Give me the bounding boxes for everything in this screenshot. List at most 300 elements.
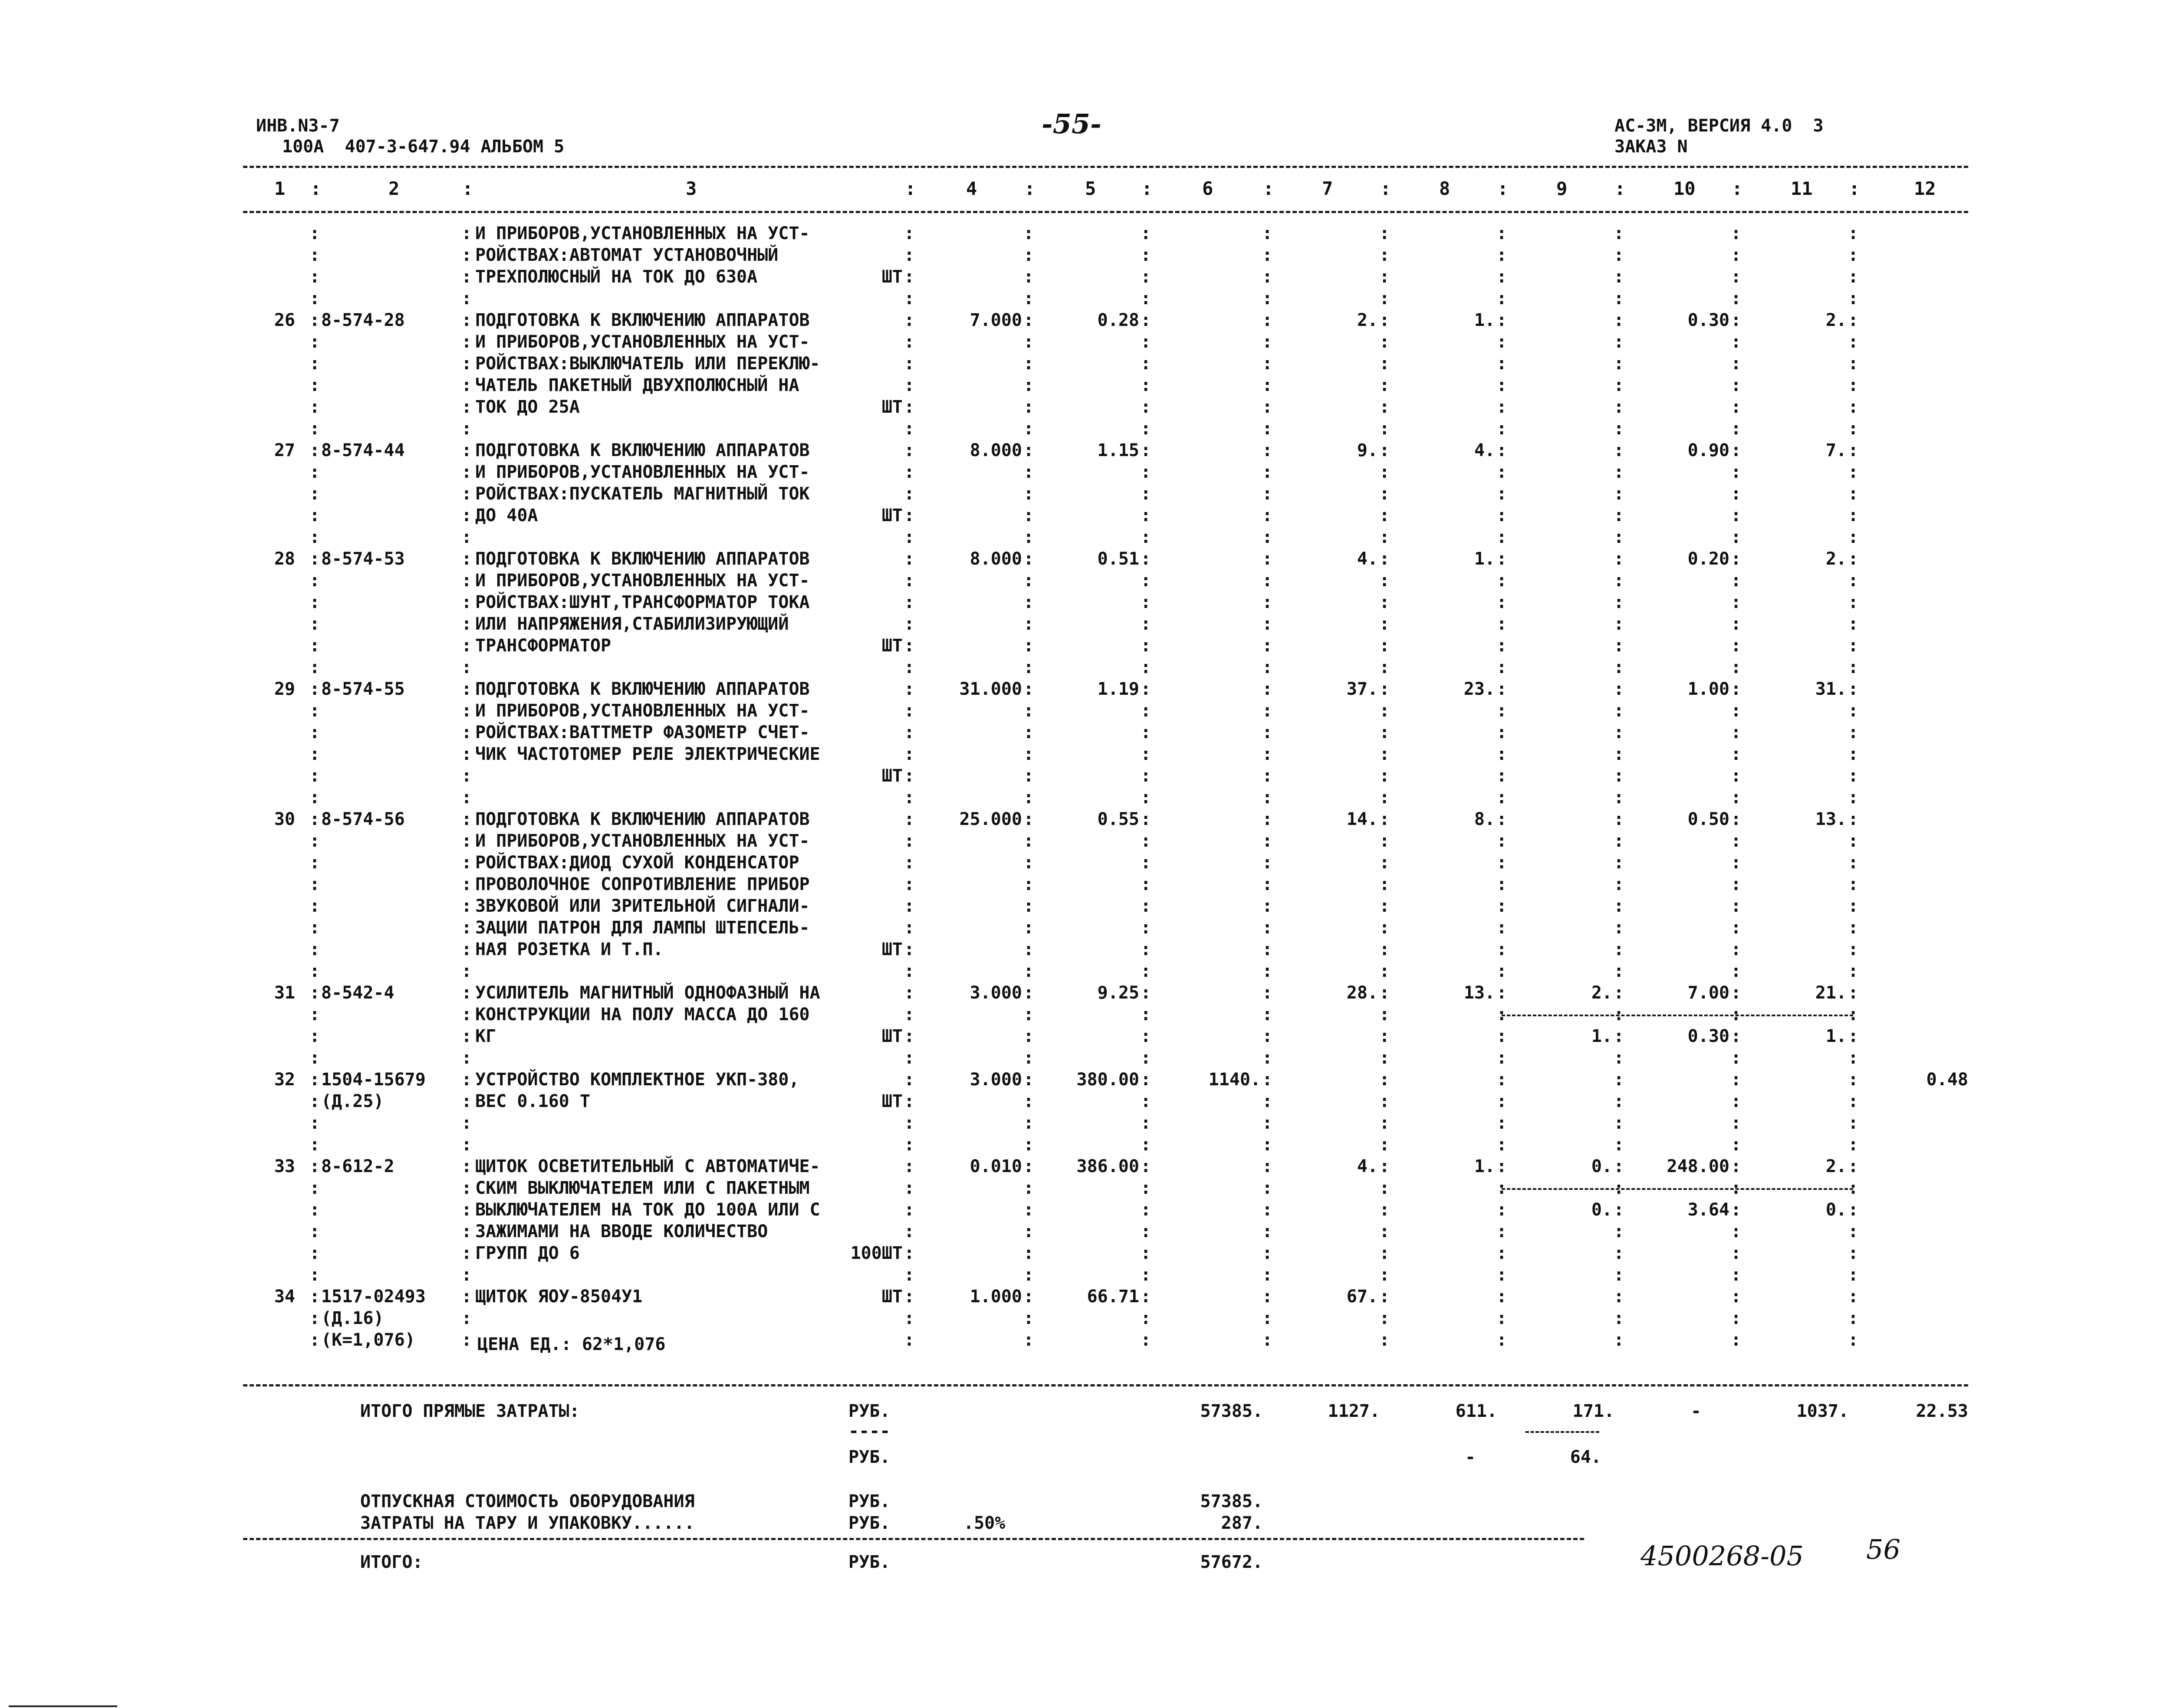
column-separator: : [1262,961,1273,981]
column-separator: : [1496,1265,1507,1285]
column-separator: : [1614,657,1624,677]
work-description: ПОДГОТОВКА К ВКЛЮЧЕНИЮ АППАРАТОВ [475,679,810,699]
column-separator: : [1731,332,1742,352]
column-separator: : [904,440,915,460]
column-separator: : [309,354,320,374]
column-separator: : [1496,419,1507,439]
rate-code: (Д.16) [321,1308,384,1328]
column-separator: : [1848,1222,1859,1242]
column-separator: : [1023,896,1034,916]
column-separator: : [904,744,915,764]
column-separator: : [461,1156,472,1176]
column-separator: : [1731,723,1742,742]
column-separator: : [461,961,472,981]
column-separator: : [1496,397,1507,417]
value-c10: 0.20 [1687,549,1729,569]
work-description: ЗАЦИИ ПАТРОН ДЛЯ ЛАМПЫ ШТЕПСЕЛЬ- [475,918,810,938]
work-description: И ПРИБОРОВ,УСТАНОВЛЕННЫХ НА УСТ- [475,462,810,482]
row-number: 27 [274,440,295,460]
header-separator: : [905,178,916,199]
column-separator: : [1848,788,1859,808]
column-separator: : [1379,809,1390,829]
work-description: УСТРОЙСТВО КОМПЛЕКТНОЕ УКП-380, [475,1070,799,1090]
column-separator: : [1848,571,1859,591]
column-separator: : [1262,1178,1273,1198]
column-separator: : [461,1222,472,1242]
column-separator: : [1614,701,1624,721]
column-separator: : [904,918,915,938]
column-separator: : [461,462,472,482]
column-separator: : [309,1048,320,1068]
column-separator: : [1379,1243,1390,1263]
column-separator: : [1614,1070,1624,1090]
sub-value-c10: 0.30 [1687,1026,1729,1046]
column-number: 2 [388,178,400,199]
column-separator: : [1379,744,1390,764]
column-separator: : [1379,549,1390,569]
column-separator: : [309,939,320,959]
column-separator: : [1496,874,1507,894]
column-separator: : [1262,1222,1273,1242]
column-separator: : [1379,527,1390,547]
column-separator: : [1614,679,1624,699]
column-separator: : [1731,679,1742,699]
value-c4: 8.000 [970,549,1022,569]
column-separator: : [1848,506,1859,526]
row-number: 31 [274,983,295,1003]
column-separator: : [1141,310,1151,330]
column-separator: : [1614,766,1624,786]
header-separator: : [462,178,473,199]
column-separator: : [904,636,915,656]
work-description: ТОК ДО 25А [475,397,580,417]
value-c5: 1.19 [1097,679,1139,699]
column-separator: : [1848,1048,1859,1068]
column-separator: : [1731,354,1742,374]
column-separator: : [904,506,915,526]
header-separator: : [1380,178,1391,199]
column-separator: : [1141,1113,1151,1133]
column-separator: : [1379,1113,1390,1133]
column-separator: : [309,245,320,265]
column-separator: : [1262,419,1273,439]
column-separator: : [1379,310,1390,330]
grand-total-rule [243,1538,1584,1540]
column-separator: : [1496,1330,1507,1350]
value-c5: 386.00 [1076,1156,1139,1176]
sub-value-c9: 1. [1591,1026,1612,1046]
value-c10: 0.50 [1687,809,1729,829]
column-separator: : [1262,614,1273,634]
value-c5: 0.51 [1097,549,1139,569]
column-separator: : [1848,419,1859,439]
column-separator: : [1023,853,1034,873]
column-separator: : [1848,1005,1859,1025]
row-number: 30 [274,809,295,829]
column-separator: : [1496,1243,1507,1263]
column-separator: : [1848,223,1859,243]
column-separator: : [904,1265,915,1285]
column-separator: : [1496,636,1507,656]
program-version: АС-3М, ВЕРСИЯ 4.0 3 [1614,116,1824,136]
totals-top-rule [243,1384,1968,1386]
column-separator: : [1731,744,1742,764]
column-separator: : [1614,332,1624,352]
work-description: ПОДГОТОВКА К ВКЛЮЧЕНИЮ АППАРАТОВ [475,440,810,460]
column-separator: : [1023,1200,1034,1220]
column-separator: : [1023,723,1034,742]
row-number: 28 [274,549,295,569]
column-separator: : [1023,918,1034,938]
work-description: ЧАТЕЛЬ ПАКЕТНЫЙ ДВУХПОЛЮСНЫЙ НА [475,375,799,395]
grand-total-value: 57672. [1200,1552,1263,1572]
column-separator: : [1614,1243,1624,1263]
column-separator: : [1496,462,1507,482]
value-c8: 1. [1474,1156,1495,1176]
value-c8: 23. [1463,679,1495,699]
value-c5: 0.55 [1097,809,1139,829]
column-separator: : [309,1308,320,1328]
column-separator: : [1614,918,1624,938]
column-separator: : [1496,245,1507,265]
column-separator: : [904,1048,915,1068]
column-separator: : [461,939,472,959]
column-separator: : [1141,1005,1151,1025]
value-c11: 21. [1815,983,1847,1003]
value-c11: 31. [1815,679,1847,699]
work-description: РОЙСТВАХ:ДИОД СУХОЙ КОНДЕНСАТОР [475,853,799,873]
column-separator: : [1379,874,1390,894]
work-description: ДО 40А [475,506,538,526]
work-description: ЩИТОК ЯОУ-8504У1 [475,1287,643,1307]
column-separator: : [1141,614,1151,634]
column-separator: : [1023,788,1034,808]
column-separator: : [461,310,472,330]
column-separator: : [904,397,915,417]
unit-of-measure: ШТ [881,1287,903,1307]
column-separator: : [904,1222,915,1242]
column-separator: : [1731,1330,1742,1350]
column-separator: : [1731,223,1742,243]
column-separator: : [1848,679,1859,699]
column-separator: : [1731,267,1742,287]
column-separator: : [1496,961,1507,981]
column-separator: : [461,1330,472,1350]
column-separator: : [461,549,472,569]
column-separator: : [904,831,915,851]
column-separator: : [904,961,915,981]
column-separator: : [1141,267,1151,287]
column-separator: : [1023,592,1034,612]
column-separator: : [1141,657,1151,677]
column-separator: : [1848,527,1859,547]
column-separator: : [1731,571,1742,591]
column-separator: : [1379,1048,1390,1068]
column-separator: : [1496,701,1507,721]
column-separator: : [1262,397,1273,417]
column-separator: : [461,679,472,699]
column-separator: : [1262,375,1273,395]
column-separator: : [1141,1091,1151,1111]
column-separator: : [1379,223,1390,243]
column-separator: : [461,571,472,591]
column-separator: : [904,354,915,374]
column-separator: : [904,462,915,482]
column-separator: : [1496,506,1507,526]
column-separator: : [1848,1287,1859,1307]
column-separator: : [904,853,915,873]
column-separator: : [1614,853,1624,873]
column-separator: : [1614,809,1624,829]
column-separator: : [1848,1091,1859,1111]
column-separator: : [1262,1113,1273,1133]
work-description: КГ [475,1026,496,1046]
column-separator: : [1731,1156,1742,1176]
value-c10: 7.00 [1687,983,1729,1003]
column-separator: : [1496,896,1507,916]
column-separator: : [1731,1308,1742,1328]
column-separator: : [309,874,320,894]
column-separator: : [1141,506,1151,526]
value-c7: 37. [1346,679,1378,699]
column-separator: : [1379,788,1390,808]
column-separator: : [1614,397,1624,417]
column-separator: : [1262,1156,1273,1176]
column-separator: : [1496,1178,1507,1198]
column-separator: : [1262,1265,1273,1285]
column-separator: : [1614,440,1624,460]
column-separator: : [309,723,320,742]
column-separator: : [1496,592,1507,612]
column-separator: : [904,939,915,959]
column-separator: : [1379,1091,1390,1111]
column-separator: : [904,896,915,916]
column-separator: : [1262,506,1273,526]
column-number: 10 [1673,178,1696,199]
column-separator: : [1262,874,1273,894]
column-separator: : [309,636,320,656]
column-separator: : [904,788,915,808]
work-description: И ПРИБОРОВ,УСТАНОВЛЕННЫХ НА УСТ- [475,332,810,352]
rate-code: 8-574-44 [321,440,405,460]
column-separator: : [1023,939,1034,959]
direct-costs-col8: 611. [1455,1401,1497,1421]
column-number: 4 [966,178,977,199]
rate-code: 8-574-28 [321,310,405,330]
column-separator: : [1023,744,1034,764]
column-separator: : [1614,744,1624,764]
column-separator: : [1141,961,1151,981]
column-separator: : [1848,462,1859,482]
column-separator: : [1023,462,1034,482]
value-c4: 8.000 [970,440,1022,460]
column-separator: : [1848,983,1859,1003]
column-separator: : [1848,592,1859,612]
column-separator: : [904,1113,915,1133]
column-separator: : [461,1287,472,1307]
column-separator: : [461,1135,472,1155]
column-separator: : [904,592,915,612]
column-separator: : [1496,1048,1507,1068]
column-separator: : [1379,397,1390,417]
column-separator: : [1731,1135,1742,1155]
direct-costs-col11: 1037. [1796,1401,1849,1421]
work-description: ГРУПП ДО 6 [475,1243,580,1263]
column-separator: : [1731,375,1742,395]
column-separator: : [1141,1330,1151,1350]
column-separator: : [1614,1200,1624,1220]
column-separator: : [461,267,472,287]
column-separator: : [309,657,320,677]
column-separator: : [461,1200,472,1220]
column-separator: : [461,397,472,417]
column-separator: : [904,701,915,721]
value-c10: 0.30 [1687,310,1729,330]
column-separator: : [1023,1113,1034,1133]
work-description: ЧИК ЧАСТОТОМЕР РЕЛЕ ЭЛЕКТРИЧЕСКИЕ [475,744,820,764]
column-separator: : [1496,1113,1507,1133]
column-separator: : [1496,332,1507,352]
column-separator: : [1848,1308,1859,1328]
column-separator: : [1023,506,1034,526]
column-separator: : [1379,419,1390,439]
column-separator: : [309,896,320,916]
column-separator: : [1496,1135,1507,1155]
column-separator: : [1141,1222,1151,1242]
value-c5: 0.28 [1097,310,1139,330]
value-c6: 1140. [1208,1070,1261,1090]
column-separator: : [1262,853,1273,873]
column-separator: : [1379,614,1390,634]
column-separator: : [1614,961,1624,981]
column-separator: : [461,1091,472,1111]
column-separator: : [1023,354,1034,374]
column-separator: : [1262,1091,1273,1111]
column-separator: : [309,267,320,287]
column-separator: : [904,1091,915,1111]
work-description: ЩИТОК ОСВЕТИТЕЛЬНЫЙ С АВТОМАТИЧЕ- [475,1156,820,1176]
column-separator: : [1848,1265,1859,1285]
column-separator: : [1614,484,1624,504]
column-separator: : [1848,1026,1859,1046]
column-separator: : [904,332,915,352]
column-separator: : [1496,918,1507,938]
column-separator: : [461,506,472,526]
row-number: 32 [274,1070,295,1090]
column-separator: : [309,788,320,808]
column-separator: : [1379,440,1390,460]
work-description: РОЙСТВАХ:ШУНТ,ТРАНСФОРМАТОР ТОКА [475,592,810,612]
column-separator: : [1848,918,1859,938]
column-separator: : [1023,549,1034,569]
column-separator: : [1141,549,1151,569]
column-separator: : [1848,744,1859,764]
column-separator: : [1023,1308,1034,1328]
column-separator: : [309,1070,320,1090]
column-separator: : [1023,701,1034,721]
unit-of-measure: ШТ [881,939,903,959]
column-separator: : [904,657,915,677]
column-separator: : [309,1026,320,1046]
column-separator: : [309,1243,320,1263]
column-separator: : [1496,223,1507,243]
header-top-rule [243,166,1968,168]
column-separator: : [309,506,320,526]
column-separator: : [1141,1178,1151,1198]
column-separator: : [1731,1178,1742,1198]
column-separator: : [1614,1135,1624,1155]
column-separator: : [904,1178,915,1198]
column-separator: : [1731,549,1742,569]
column-separator: : [309,809,320,829]
column-number: 1 [274,178,286,199]
column-separator: : [1614,1265,1624,1285]
work-description: И ПРИБОРОВ,УСТАНОВЛЕННЫХ НА УСТ- [475,701,810,721]
work-description: ПОДГОТОВКА К ВКЛЮЧЕНИЮ АППАРАТОВ [475,549,810,569]
column-separator: : [1141,1265,1151,1285]
unit-of-measure: ШТ [881,636,903,656]
column-separator: : [461,245,472,265]
column-separator: : [1023,1070,1034,1090]
column-separator: : [1262,1200,1273,1220]
column-separator: : [1731,1287,1742,1307]
column-separator: : [1262,1287,1273,1307]
column-separator: : [1262,267,1273,287]
header-separator: : [1141,178,1153,199]
header-separator: : [310,178,322,199]
row-number: 34 [274,1287,295,1307]
column-separator: : [1731,1222,1742,1242]
equipment-cost-label: ОТПУСКНАЯ СТОИМОСТЬ ОБОРУДОВАНИЯ [360,1491,695,1511]
column-separator: : [1141,788,1151,808]
column-separator: : [1496,289,1507,309]
column-separator: : [1848,809,1859,829]
column-separator: : [1141,1156,1151,1176]
work-description: ПОДГОТОВКА К ВКЛЮЧЕНИЮ АППАРАТОВ [475,310,810,330]
column-separator: : [1848,896,1859,916]
rate-code: 1504-15679 [321,1070,426,1090]
column-separator: : [1141,397,1151,417]
rate-code: 8-574-55 [321,679,405,699]
column-separator: : [461,375,472,395]
column-separator: : [1262,679,1273,699]
column-separator: : [1379,592,1390,612]
column-separator: : [1731,592,1742,612]
value-c8: 1. [1474,310,1495,330]
column-separator: : [1379,1070,1390,1090]
column-separator: : [1379,1330,1390,1350]
value-c8: 1. [1474,549,1495,569]
column-number: 7 [1322,178,1333,199]
value-c9: 0. [1591,1156,1612,1176]
column-separator: : [461,1113,472,1133]
album-reference: 100А 407-3-647.94 АЛЬБОМ 5 [282,137,565,157]
row-number: 33 [274,1156,295,1176]
column-separator: : [1614,788,1624,808]
column-separator: : [1379,484,1390,504]
column-separator: : [1731,527,1742,547]
column-separator: : [1496,853,1507,873]
row-number: 26 [274,310,295,330]
column-separator: : [309,1156,320,1176]
column-separator: : [1496,375,1507,395]
column-separator: : [1614,310,1624,330]
column-separator: : [1614,831,1624,851]
column-separator: : [1379,354,1390,374]
column-separator: : [1848,874,1859,894]
column-separator: : [1731,1005,1742,1025]
header-separator: : [1024,178,1036,199]
